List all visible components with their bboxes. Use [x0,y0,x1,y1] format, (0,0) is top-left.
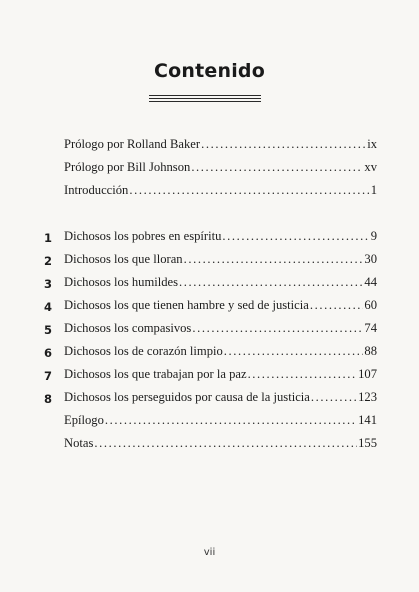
chapter-number: 3 [43,277,52,291]
toc-entry-label: Introducción [64,183,129,197]
chapter-number: 4 [43,300,52,314]
chapter-number: 5 [43,323,52,337]
toc-entry-chapter-2[interactable] [64,252,377,272]
toc-entry-prologue-baker[interactable] [64,137,377,157]
toc-entry-introduction[interactable] [64,183,377,203]
toc-entry-chapter-8[interactable] [64,390,377,410]
toc-entry-label: Dichosos los que lloran [64,252,183,266]
dot-leader [310,298,364,313]
title-rule-top [149,95,261,96]
dot-leader [201,137,366,152]
toc-entry-label: Dichosos los compasivos [64,321,192,335]
toc-entry-label: Dichosos los perseguidos por causa de la justicia [64,390,310,404]
dot-leader [94,436,357,451]
dot-leader [184,252,364,267]
toc-entry-page: 60 [364,298,377,312]
toc-entry-page: 74 [364,321,377,335]
dot-leader [248,367,358,382]
toc-entry-chapter-4[interactable] [64,298,377,318]
toc-entry-page: ix [367,137,377,151]
toc-entry-chapter-3[interactable] [64,275,377,295]
toc-entry-label: Dichosos los humildes [64,275,179,289]
toc-entry-label: Dichosos los pobres en espíritu [64,229,222,243]
toc-entry-page: xv [364,160,377,174]
toc-entry-label: Prólogo por Bill Johnson [64,160,191,174]
toc-entry-label: Prólogo por Rolland Baker [64,137,201,151]
dot-leader [222,229,369,244]
toc-entry-label: Notas [64,436,94,450]
toc-entry-page: 107 [358,367,377,381]
title-rule-bottom [149,101,261,102]
toc-entry-chapter-5[interactable] [64,321,377,341]
page-title: Contenido [154,60,265,82]
toc-entry-chapter-1[interactable] [64,229,377,249]
toc-entry-notes[interactable] [64,436,377,456]
chapter-number: 6 [43,346,52,360]
toc-entry-label: Dichosos los de corazón limpio [64,344,223,358]
toc-entry-label: Dichosos los que tienen hambre y sed de justicia [64,298,309,312]
toc-entry-page: 123 [358,390,377,404]
toc-entry-page: 141 [358,413,377,427]
dot-leader [129,183,369,198]
toc-entry-page: 30 [364,252,377,266]
toc-entry-prologue-johnson[interactable] [64,160,377,180]
dot-leader [105,413,357,428]
toc-entry-page: 9 [370,229,377,243]
toc-entry-page: 155 [358,436,377,450]
toc-entry-page: 44 [364,275,377,289]
toc-entry-epilogue[interactable] [64,413,377,433]
dot-leader [191,160,363,175]
toc-entry-page: 1 [370,183,377,197]
toc-entry-page: 88 [364,344,377,358]
page-number: vii [203,547,216,558]
dot-leader [224,344,364,359]
chapter-number: 8 [43,392,52,406]
dot-leader [311,390,357,405]
toc-entry-chapter-6[interactable] [64,344,377,364]
toc-entry-label: Dichosos los que trabajan por la paz [64,367,247,381]
toc-entry-label: Epílogo [64,413,104,427]
chapter-number: 1 [43,231,52,245]
dot-leader [192,321,363,336]
dot-leader [179,275,363,290]
title-rule-middle [149,98,261,99]
chapter-number: 2 [43,254,52,268]
chapter-number: 7 [43,369,52,383]
toc-entry-chapter-7[interactable] [64,367,377,387]
